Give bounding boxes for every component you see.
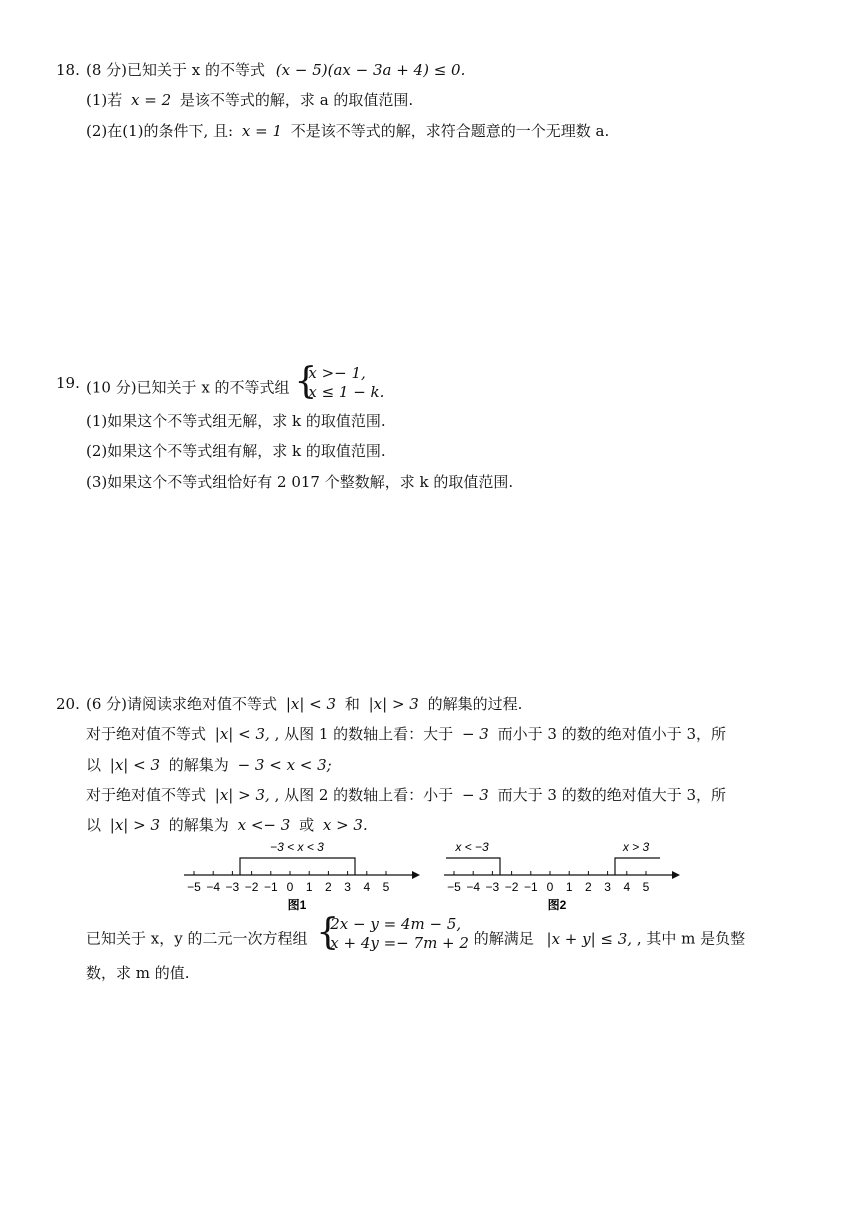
q20-line6-b: 的解满足 (473, 929, 534, 948)
q20-line5 (86, 814, 368, 836)
q18-part2-suffix: 不是该不等式的解，求符合题意的一个无理数 a. (290, 122, 610, 140)
left-brace-icon: { (294, 361, 318, 402)
q18-part2-math: x = 1 (241, 122, 282, 140)
q18-intro: (8 分)已知关于 x 的不等式 (86, 61, 266, 79)
q18-part1 (86, 89, 413, 111)
q20-line2-a: 对于绝对值不等式 (86, 725, 207, 743)
q20-line5-a: 以 (86, 816, 102, 834)
q19-system (294, 361, 385, 411)
q19-system-line2: x ≤ 1 − k. (308, 383, 385, 401)
fig1-label: −3 < x < 3 (270, 840, 324, 854)
q20-line2-math1: |x| < 3, (214, 725, 270, 743)
q20-line1-math2: |x| > 3 (368, 695, 419, 713)
fig2-right-ray (615, 858, 660, 875)
q20-line5-math2: x <− 3 (237, 816, 291, 834)
fig1-interval-bracket (240, 858, 355, 875)
q20-system (316, 912, 469, 962)
figure2-number-line (440, 836, 680, 912)
figure1-number-line (180, 836, 420, 912)
q18-part1-suffix: 是该不等式的解，求 a 的取值范围. (179, 91, 414, 109)
q20-line5-math1: |x| > 3 (109, 816, 161, 834)
fig2-caption: 图2 (547, 898, 567, 912)
fig1-tick-label: 5 (382, 880, 390, 894)
q18-inequality: (x − 5)(ax − 3a + 4) ≤ 0. (275, 61, 466, 79)
q20-line4-math2: − 3 (461, 786, 489, 804)
q19-part3: (3)如果这个不等式组恰好有 2 017 个整数解，求 k 的取值范围. (86, 473, 514, 491)
q19-part2: (2)如果这个不等式组有解，求 k 的取值范围. (86, 442, 386, 460)
q20-line1 (86, 693, 522, 715)
fig2-arrow-icon (672, 871, 680, 879)
fig1-tick-label: −3 (225, 880, 240, 894)
fig2-tick-label: 3 (604, 880, 611, 894)
fig1-tick-label: −5 (187, 880, 201, 894)
q20-line3-math1: |x| < 3 (109, 756, 161, 774)
q20-line4 (86, 784, 726, 806)
q20-line3-a: 以 (86, 756, 102, 774)
q20-line3-b: 的解集为 (168, 756, 229, 774)
q18-part1-math: x = 2 (131, 91, 172, 109)
fig2-label-right: x > 3 (622, 840, 650, 854)
q19-system-line1: x >− 1, (308, 364, 366, 382)
fig1-tick-label: 3 (344, 880, 351, 894)
q20-line6-a: 已知关于 x，y 的二元一次方程组 (86, 929, 308, 948)
fig1-tick-label: −1 (263, 880, 278, 894)
q20-line1-a: (6 分)请阅读求绝对值不等式 (86, 695, 278, 713)
q19-statement (86, 361, 385, 411)
fig2-tick-label: −3 (485, 880, 500, 894)
fig2-tick-label: −5 (447, 880, 461, 894)
q18-part1-prefix: (1)若 (86, 91, 123, 109)
q20-line4-c: 而大于 3 的数的绝对值大于 3，所 (497, 786, 727, 804)
q20-line6-c: , 其中 m 是负整 (636, 929, 746, 948)
fig2-tick-label: 1 (565, 880, 573, 894)
q20-line4-math1: |x| > 3, (214, 786, 270, 804)
q20-line7: 数，求 m 的值. (86, 964, 190, 982)
q20-line2-c: 而小于 3 的数的绝对值小于 3，所 (497, 725, 727, 743)
q20-line4-a: 对于绝对值不等式 (86, 786, 207, 804)
q20-line1-math1: |x| < 3 (285, 695, 337, 713)
q20-number: 20. (56, 695, 80, 713)
fig2-tick-label: −2 (504, 880, 519, 894)
fig1-tick-label: 4 (363, 880, 371, 894)
fig1-caption: 图1 (287, 898, 307, 912)
fig1-tick-label: −4 (206, 880, 221, 894)
q18-number: 18. (56, 61, 80, 79)
q19-intro: (10 分)已知关于 x 的不等式组 (86, 378, 290, 397)
fig2-tick-label: 2 (585, 880, 592, 894)
fig2-tick-label: −4 (466, 880, 481, 894)
q20-line6-math: |x + y| ≤ 3, (546, 929, 633, 948)
fig2-tick-label: 0 (546, 880, 554, 894)
q20-line4-b: , 从图 2 的数轴上看：小于 (274, 786, 454, 804)
q20-line3-math2: − 3 < x < 3; (237, 756, 332, 774)
q19-number: 19. (56, 374, 80, 392)
q20-line2-math2: − 3 (461, 725, 489, 743)
q20-system-line1: 2x − y = 4m − 5, (330, 915, 462, 933)
q18-part2-prefix: (2)在(1)的条件下, 且: (86, 122, 234, 140)
left-brace-icon: { (316, 912, 340, 953)
fig1-tick-label: 1 (305, 880, 313, 894)
q20-line6 (86, 912, 746, 962)
q20-line5-b: 的解集为 (168, 816, 229, 834)
q18-statement (86, 59, 465, 81)
q20-line5-math3: x > 3. (322, 816, 368, 834)
q19-part1: (1)如果这个不等式组无解，求 k 的取值范围. (86, 412, 386, 430)
q20-line1-c: 的解集的过程. (427, 695, 523, 713)
q20-line2 (86, 723, 726, 745)
fig2-tick-label: 5 (642, 880, 650, 894)
fig1-tick-label: 2 (325, 880, 332, 894)
q20-line3 (86, 754, 332, 776)
fig2-label-left: x < −3 (455, 840, 489, 854)
q20-system-line2: x + 4y =− 7m + 2 (330, 934, 469, 952)
q18-part2 (86, 120, 609, 142)
q20-line1-b: 和 (344, 695, 360, 713)
fig2-tick-label: 4 (623, 880, 631, 894)
q20-line5-c: 或 (299, 816, 315, 834)
fig1-tick-label: −2 (244, 880, 259, 894)
fig2-tick-label: −1 (523, 880, 538, 894)
fig1-arrow-icon (412, 871, 420, 879)
q20-line2-b: , 从图 1 的数轴上看：大于 (274, 725, 454, 743)
fig1-tick-label: 0 (286, 880, 294, 894)
